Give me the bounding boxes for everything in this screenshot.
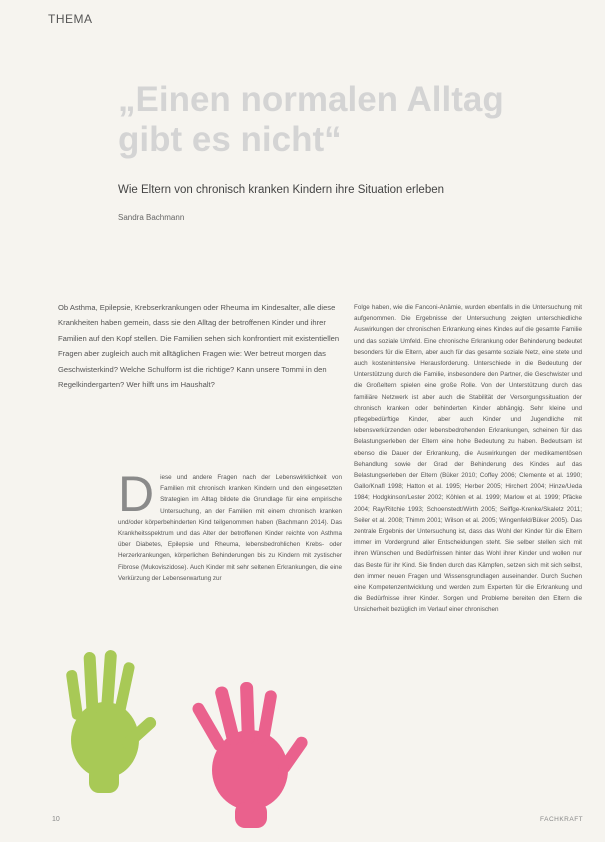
handprints-illustration <box>55 630 315 830</box>
section-label: THEMA <box>48 12 93 26</box>
magazine-name: FACHKRAFT <box>540 816 584 823</box>
article-subtitle: Wie Eltern von chronisch kranken Kindern ihre Situation erleben <box>118 184 445 196</box>
drop-cap: D <box>118 466 155 522</box>
article-author: Sandra Bachmann <box>118 213 185 222</box>
green-handprint <box>66 650 159 793</box>
article-body-right: Folge haben, wie die Fanconi-Anämie, wurden ebenfalls in die Untersuchung mit aufgenommen. Die Ergebnisse der Untersuchung zeigten unterschiedliche Auswirkungen der chronischen Erkrankung eines Kindes auf die gesamte Familie und das soziale Umfeld. Eine chronische Erkrankung oder Behinderung bedeutet besonders für die Eltern, aber auch für das gesamte soziale Netz, eine stete und auch kostenintensive Herausforderung. Unterschiede in die Bedeutung der Unterstützung durch die Familie, insbesondere den Partner, die Geschwister und die Großeltern spielen eine große Rolle. Von der Unterstützung durch das familiäre Netzwerk ist aber auch die Stabilität der Versorgungssituation der chronisch kranken oder behinderten Kinder abhängig. Sehr kleine und pflegebedürftige Kinder, aber auch Kinder und Jugendliche mit lebensverkürzenden oder lebensbedrohenden Erkrankungen, scheinen für das Belastungserleben der Eltern eine hohe Bedeutung zu haben. Bedeutsam ist ebenso die Dauer der Erkrankung, die Auswirkungen der medikamentösen Behandlung sowie der Grad der Behinderung des Kindes auf das Belastungserleben der Eltern (Büker 2010; Coffey 2006; Clemente et al. 1990; Gallo/Knafl 1998; Hatton et al. 1995; Herber 2005; Hirchert 2004; Hinze/Ueda 1984; Hodgkinson/Lester 2002; Köhlen et al. 1999; Marlow et al. 1999; Pfäcke 2004; Ray/Ritchie 1993; Schoenstedt/Wirth 2005; Seiffge-Krenke/Skaletz 2011; Seiler et al. 2008; Thimm 2001; Wilson et al. 2005; Wingenfeld/Büker 2005). Das zentrale Ergebnis der Untersuchung ist, dass das Wohl der Kinder für die Eltern immer im Vordergrund aller Entscheidungen steht. Sie selber stellen sich mit ihren Wünschen und Bedürfnissen hinter das Wohl ihrer Kinder und wollen nur das Beste für ihr Kind. Sie finden durch das Kämpfen, setzen sich mit sich selbst, den immer neuen Fragen und Wissensgrundlagen auseinander. Durch Suchen eine Kompetenzentwicklung und werden zum Experten für die Erkrankung und die Bedürfnisse ihrer Kinder. Sorgen und Probleme bereiten den Eltern die Unsicherheit bezüglich im Verlauf einer chronischen <box>354 304 582 614</box>
article-title: „Einen normalen Alltag gibt es nicht“ <box>118 80 504 159</box>
article-body-left <box>118 466 342 584</box>
pink-handprint <box>190 682 310 828</box>
article-intro: Ob Asthma, Epilepsie, Krebserkrankungen oder Rheuma im Kindesalter, alle diese Krankheiten haben gemein, dass sie den Alltag der betroffenen Kinder und ihrer Familien auf den Kopf stellen. Die Familien sehen sich konfrontiert mit existentiellen Fragen aber zugleich auch mit alltäglichen Fragen wie: Wer betreut morgen das Geschwisterkind? Welche Schulform ist die richtige? Kann unsere Tommi in den Regelkindergarten? Wer hilft uns im Haushalt? <box>58 303 340 390</box>
body-left-text: iese und andere Fragen nach der Lebenswirklichkeit von Familien mit chronisch kranken Kindern und den eingesetzten Strategien im Alltag bildete die Grundlage für eine empirische Untersuchung, an der Familien mit einem chronisch kranken und/oder körperbehinderten Kind teilgenommen haben (Bachmann 2014). Das Krankheitsspektrum und das Alter der betroffenen Kinder reichte von Asthma über Diabetes, Epilepsie und Rheuma, lebensbedrohlichen Krebs- oder Herzerkrankungen, körperlichen Behinderungen bis zu Kindern mit zystischer Fibrose (Mukoviszidose). Auch Kinder mit sehr seltenen Erkrankungen, die eine Verkürzung der Lebenserwartung zur <box>118 474 342 582</box>
page-number: 10 <box>52 816 60 823</box>
